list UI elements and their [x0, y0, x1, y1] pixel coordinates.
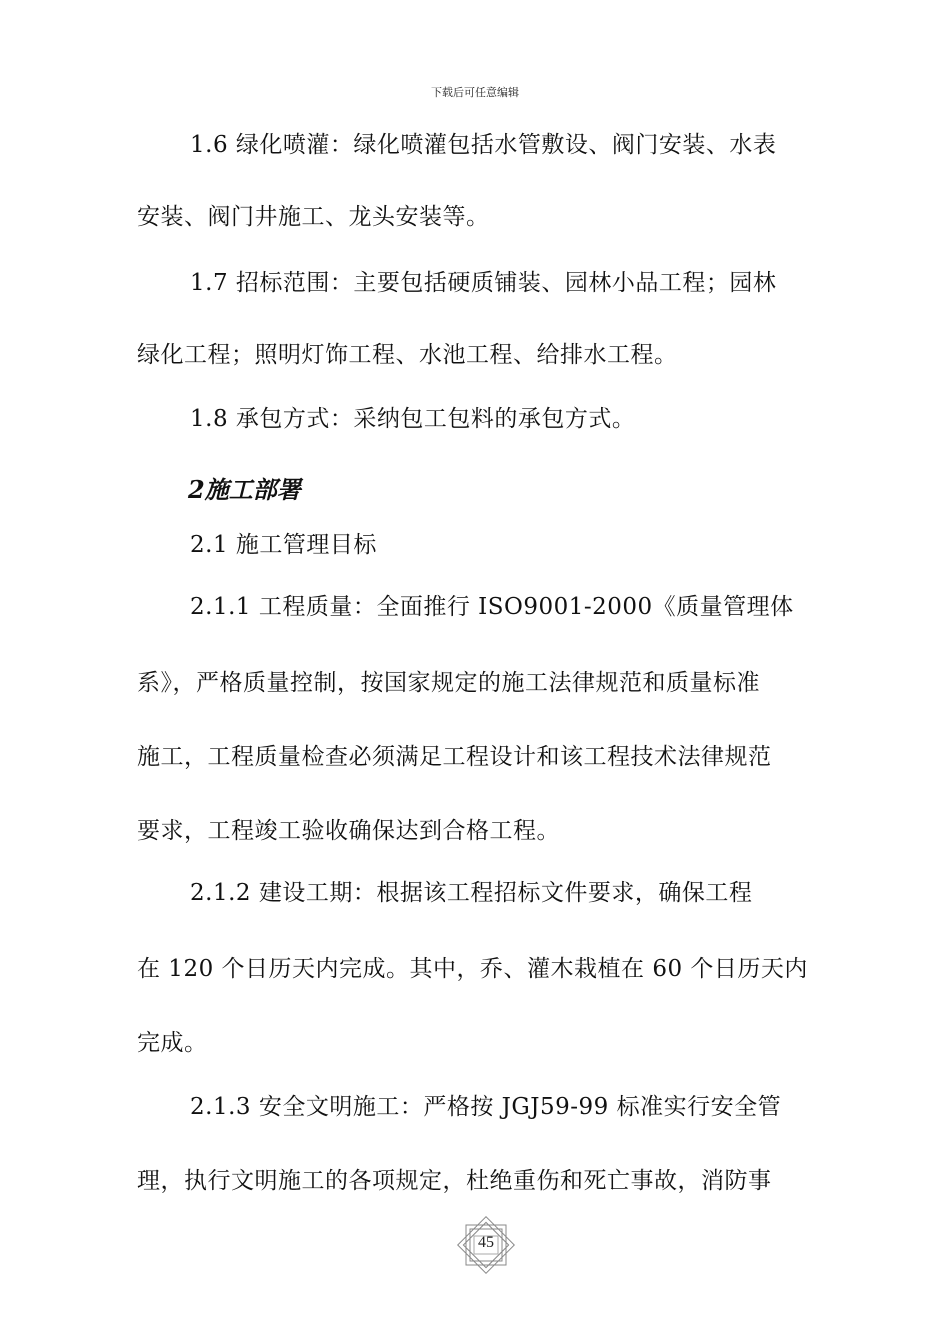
text-line: 1.6 绿化喷灌：绿化喷灌包括水管敷设、阀门安装、水表	[190, 132, 777, 158]
text-line: 绿化工程；照明灯饰工程、水池工程、给排水工程。	[137, 342, 678, 368]
page-header: 下载后可任意编辑	[431, 86, 519, 99]
text-line: 2.1.3 安全文明施工：严格按 JGJ59-99 标准实行安全管	[190, 1094, 782, 1120]
text-line: 2.1.1 工程质量：全面推行 ISO9001-2000《质量管理体	[190, 594, 794, 620]
text-line: 2.1 施工管理目标	[190, 532, 377, 558]
text-line: 在 120 个日历天内完成。其中，乔、灌木栽植在 60 个日历天内	[137, 956, 808, 982]
page-number-badge	[455, 1214, 517, 1276]
text-line: 系》，严格质量控制，按国家规定的施工法律规范和质量标准	[137, 670, 760, 696]
text-line: 要求，工程竣工验收确保达到合格工程。	[137, 818, 560, 844]
section-heading: 2施工部署	[188, 475, 301, 504]
text-line: 完成。	[137, 1030, 208, 1056]
text-line: 理，执行文明施工的各项规定，杜绝重伤和死亡事故，消防事	[137, 1168, 772, 1194]
page-number: 45	[478, 1234, 494, 1251]
text-line: 施工，工程质量检查必须满足工程设计和该工程技术法律规范	[137, 744, 772, 770]
text-line: 1.7 招标范围：主要包括硬质铺装、园林小品工程；园林	[190, 270, 777, 296]
text-line: 1.8 承包方式：采纳包工包料的承包方式。	[190, 406, 636, 432]
text-line: 2.1.2 建设工期：根据该工程招标文件要求，确保工程	[190, 880, 753, 906]
text-line: 安装、阀门井施工、龙头安装等。	[137, 204, 490, 230]
